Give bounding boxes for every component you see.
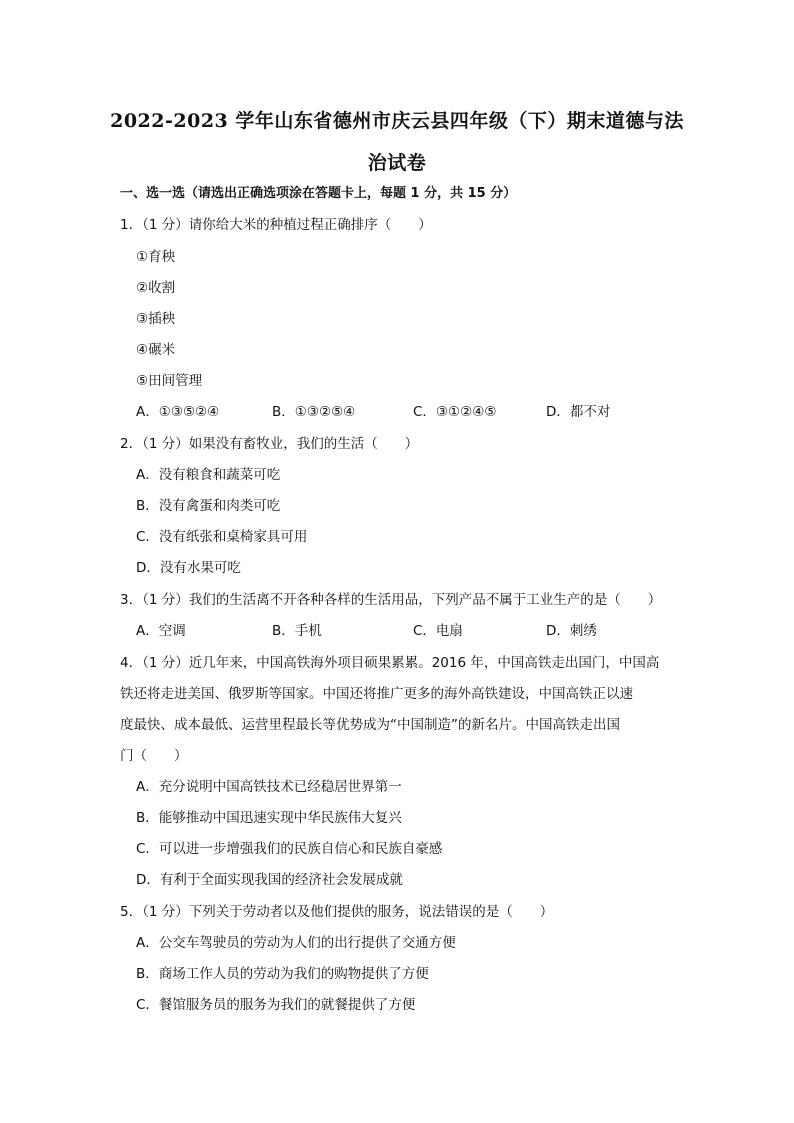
section-heading: 一、选一选（请选出正确选项涂在答题卡上，每题 1 分，共 15 分）: [120, 186, 517, 201]
option-d[interactable]: D．没有水果可吃: [136, 560, 241, 576]
question-stem-line: 4．（1 分）近几年来，中国高铁海外项目硕果累累。2016 年，中国高铁走出国门，中国高: [120, 655, 660, 671]
option-d[interactable]: D．有利于全面实现我国的经济社会发展成就: [136, 872, 403, 888]
question-stem: 2．（1 分）如果没有畜牧业，我们的生活（ ）: [120, 436, 419, 452]
option-c[interactable]: C．可以进一步增强我们的民族自信心和民族自豪感: [136, 841, 443, 857]
list-item: ③插秧: [136, 311, 176, 327]
option-c[interactable]: C．③①②④⑤: [413, 404, 497, 420]
option-d[interactable]: D．都不对: [546, 404, 611, 420]
list-item: ①育秧: [136, 249, 176, 265]
list-item: ⑤田间管理: [136, 373, 203, 389]
list-item: ④碾米: [136, 342, 176, 358]
option-a[interactable]: A．①③⑤②④: [136, 404, 220, 420]
option-a[interactable]: A．充分说明中国高铁技术已经稳居世界第一: [136, 779, 402, 795]
option-c[interactable]: C．餐馆服务员的服务为我们的就餐提供了方便: [136, 997, 416, 1013]
option-b[interactable]: B．手机: [272, 623, 322, 639]
option-b[interactable]: B．没有禽蛋和肉类可吃: [136, 498, 281, 514]
option-b[interactable]: B．①③②⑤④: [272, 404, 356, 420]
option-b[interactable]: B．商场工作人员的劳动为我们的购物提供了方便: [136, 966, 429, 982]
question-stem: 1．（1 分）请你给大米的种植过程正确排序（ ）: [120, 217, 432, 233]
option-a[interactable]: A．公交车驾驶员的劳动为人们的出行提供了交通方便: [136, 935, 456, 951]
option-d[interactable]: D．刺绣: [546, 623, 597, 639]
question-stem: 5．（1 分）下列关于劳动者以及他们提供的服务，说法错误的是（ ）: [120, 904, 554, 920]
question-stem-line: 度最快、成本最低、运营里程最长等优势成为“中国制造”的新名片。中国高铁走出国: [120, 717, 620, 733]
option-b[interactable]: B．能够推动中国迅速实现中华民族伟大复兴: [136, 810, 402, 826]
question-stem: 3．（1 分）我们的生活离不开各种各样的生活用品，下列产品不属于工业生产的是（ ）: [120, 592, 662, 608]
question-stem-line: 门（ ）: [120, 748, 188, 764]
list-item: ②收割: [136, 280, 176, 296]
question-stem-line: 铁还将走进美国、俄罗斯等国家。中国还将推广更多的海外高铁建设，中国高铁正以速: [120, 686, 633, 702]
title-line-1: 2022-2023 学年山东省德州市庆云县四年级（下）期末道德与法: [110, 110, 684, 132]
option-a[interactable]: A．空调: [136, 623, 186, 639]
option-c[interactable]: C．没有纸张和桌椅家具可用: [136, 529, 308, 545]
option-c[interactable]: C．电扇: [413, 623, 463, 639]
option-a[interactable]: A．没有粮食和蔬菜可吃: [136, 467, 281, 483]
title-line-2: 治试卷: [367, 152, 427, 174]
